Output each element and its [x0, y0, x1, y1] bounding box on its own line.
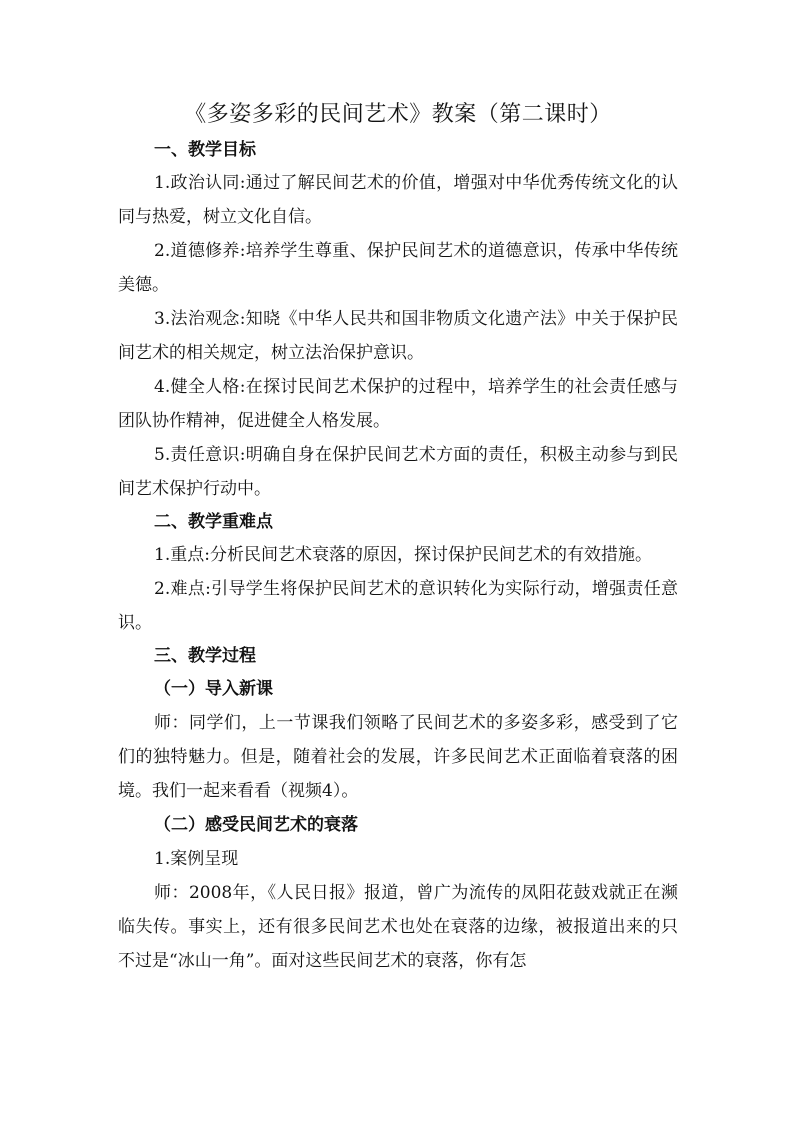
goal-item-label: 1.政治认同:	[154, 173, 246, 193]
section-heading-goals: 一、教学目标	[154, 140, 256, 160]
goal-item-text: 培养学生尊重、保护民间艺术的道德意识，传承中华传统美德。	[118, 241, 679, 295]
goal-item	[118, 166, 678, 234]
goal-item-label: 4.健全人格:	[154, 377, 246, 397]
document-title: 《多姿多彩的民间艺术》教案（第二课时）	[184, 102, 612, 127]
case-label: 1.案例呈现	[154, 849, 239, 869]
goal-item	[118, 234, 678, 302]
subsection-heading-decline: （二）感受民间艺术的衰落	[154, 815, 358, 835]
key-point-item	[118, 538, 678, 572]
key-point-text: 引导学生将保护民间艺术的意识转化为实际行动，增强责任意识。	[118, 579, 679, 633]
goal-item-label: 2.道德修养:	[154, 241, 246, 261]
goal-item-text: 知晓《中华人民共和国非物质文化遗产法》中关于保护民间艺术的相关规定，树立法治保护意识。	[118, 309, 679, 363]
goal-item	[118, 302, 678, 370]
document-content	[118, 98, 678, 978]
key-point-item	[118, 572, 678, 640]
intro-paragraph: 师：同学们，上一节课我们领略了民间艺术的多姿多彩，感受到了它们的独特魅力。但是，随着社会的发展，许多民间艺术正面临着衰落的困境。我们一起来看看（视频4）。	[118, 713, 678, 801]
key-point-label: 1.重点:	[154, 545, 210, 565]
key-point-label: 2.难点:	[154, 579, 211, 599]
goal-item-text: 在探讨民间艺术保护的过程中，培养学生的社会责任感与团队协作精神，促进健全人格发展。	[118, 377, 679, 431]
key-point-text: 分析民间艺术衰落的原因，探讨保护民间艺术的有效措施。	[209, 545, 652, 565]
section-heading-key-points: 二、教学重难点	[154, 512, 273, 532]
goal-item-text: 通过了解民间艺术的价值，增强对中华优秀传统文化的认同与热爱，树立文化自信。	[118, 173, 679, 227]
section-heading-process: 三、教学过程	[154, 646, 256, 666]
case-paragraph: 师：2008年，《人民日报》报道，曾广为流传的凤阳花鼓戏就正在濒临失传。事实上，还有很多民间艺术也处在衰落的边缘，被报道出来的只不过是“冰山一角”。面对这些民间艺术的衰落，你有怎	[118, 883, 678, 971]
goal-item	[118, 438, 678, 506]
goal-item-label: 5.责任意识:	[154, 445, 246, 465]
goal-item-text: 明确自身在保护民间艺术方面的责任，积极主动参与到民间艺术保护行动中。	[118, 445, 679, 499]
subsection-heading-intro: （一）导入新课	[154, 679, 273, 699]
goal-item	[118, 370, 678, 438]
goal-item-label: 3.法治观念:	[154, 309, 246, 329]
